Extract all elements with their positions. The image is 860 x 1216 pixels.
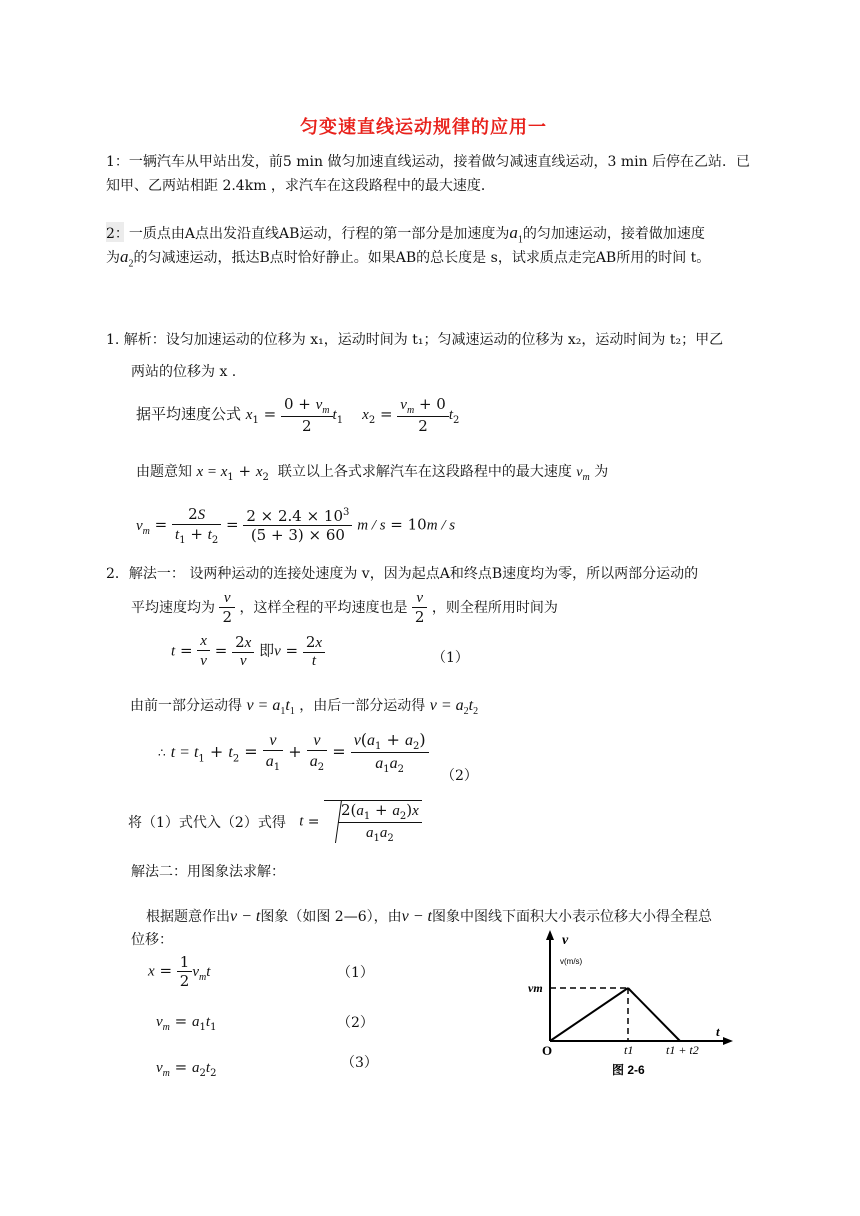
displacement-formula: x = $\frac{1}{2}$ $v_mt$ — [148, 953, 211, 990]
problem-2-text-a: 2：一质点由A点出发沿直线AB运动，行程的第一部分是加速度为 — [106, 226, 510, 242]
graph-explanation-line-2: 位移： — [131, 932, 173, 948]
vm-label: vm — [528, 981, 543, 995]
front-part-text: 由前一部分运动得 — [130, 698, 242, 714]
y-axis-arrow — [546, 930, 554, 940]
known-label: 由题意知 — [136, 464, 192, 480]
vm-a1t1-formula: $v_m = a_1t_1$ — [156, 1012, 217, 1033]
known-formula: 由题意知 $x = x_1 + x_2$ 联立以上各式求解汽车在这段路程中的最大速度 $v_m$ 为 — [136, 462, 609, 483]
method-2-heading: 解法二：用图象法求解： — [131, 864, 285, 880]
solution-2-line-2: 平均速度均为 $\frac{v}{2}$ ，这样全程的平均速度也是 $\frac{v}{2}$ ，则全程所用时间为 — [131, 590, 558, 626]
vt-graph — [520, 926, 735, 1091]
graph-explanation-line-1: 根据题意作出v − t图象（如图 2—6），由v − t图象中图线下面积大小表示位移大小得全程总 — [146, 908, 712, 925]
symbol-a2: $a_2$ — [120, 247, 134, 270]
y-axis-label: v — [562, 933, 569, 948]
figure-caption: 图 2-6 — [612, 1063, 645, 1077]
problem-2-text-d: 的匀减速运动，抵达B点时恰好静止。如果AB的总长度是 s，试求质点走完AB所用的时间 t。 — [133, 250, 711, 266]
eq-number-1: （1） — [432, 650, 469, 666]
t-axis-label: t — [716, 1024, 720, 1039]
solution-1-line-2: 两站的位移为 x . — [131, 364, 237, 380]
eq-number-2: （2） — [441, 768, 478, 784]
graph-text-a: 根据题意作出 — [146, 909, 230, 925]
total-time-text: ，则全程所用时间为 — [431, 600, 558, 616]
avg-velocity-label: 据平均速度公式 — [136, 405, 242, 423]
t1-plus-t2-label: t1 + t2 — [666, 1043, 699, 1057]
problem-2-text-c: 为 — [106, 250, 120, 266]
origin-label: O — [542, 1043, 553, 1058]
problem-1-line-2: 知甲、乙两站相距 2.4km ，求汽车在这段路程中的最大速度． — [106, 178, 495, 194]
t1-label: t1 — [624, 1043, 634, 1057]
avg-velocity-text: 平均速度均为 — [131, 600, 215, 616]
known-tail: 联立以上各式求解汽车在这段路程中的最大速度 — [277, 464, 572, 480]
eq-number-g3: （3） — [341, 1055, 378, 1071]
units-label: v(m/s) — [560, 957, 583, 966]
substitution-text: 将（1）式代入（2）式得 — [128, 815, 286, 831]
problem-2-line-1 — [106, 223, 705, 245]
eq-number-g2: （2） — [337, 1015, 374, 1031]
solution-2-line-1: 2．解法一： 设两种运动的连接处速度为 v，因为起点A和终点B速度均为零，所以两部分运动的 — [106, 566, 699, 582]
vm-result-formula: $v_m$ = $\frac{2S}{t_1 + t_2}$ = $\frac{2 \times 2.4 \times 10^3}{(5 + 3) \times 60}$ m / s = 10m / s — [136, 505, 456, 546]
graph-text-c: 图象中图线下面积大小表示位移大小得全程总 — [431, 909, 712, 925]
time-formula: t = $\frac{x}{v}$ = $\frac{2x}{v}$ 即v = $\frac{2x}{t}$ — [171, 633, 325, 670]
solution-1-line-1: 1. 解析：设匀加速运动的位移为 x₁，运动时间为 t₁；匀减速运动的位移为 x₂，运动时间为 t₂；甲乙 — [106, 332, 724, 348]
substitution-line: 将（1）式代入（2）式得 t = $\frac{2(a_1 + a_2)x}{a_1a_2}$ — [128, 800, 422, 844]
symbol-a1: $a_1$ — [509, 223, 523, 246]
eq-number-g1: （1） — [337, 965, 374, 981]
problem-1-line-1: 1：一辆汽车从甲站出发，前5 min 做匀加速直线运动，接着做匀减速直线运动，3 min 后停在乙站．已 — [106, 154, 751, 170]
avg-velocity-formula: 据平均速度公式 $x_1$ = $\frac{0 + v_m}{2}$ $t_1$ $x_2$ = $\frac{v_m + 0}{2}$ $t_2$ — [136, 395, 460, 435]
problem-2-line-2 — [106, 247, 710, 269]
back-part-text: ，由后一部分运动得 — [299, 698, 426, 714]
page-title: 匀变速直线运动规律的应用一 — [300, 117, 547, 138]
eq1-mid: 即 — [259, 641, 275, 660]
decel-line — [628, 988, 680, 1041]
known-end: 为 — [594, 464, 609, 480]
overall-avg-text: ，这样全程的平均速度也是 — [239, 600, 408, 616]
graph-text-b: 图象（如图 2—6），由 — [260, 909, 402, 925]
problem-2-text-b: 的匀加速运动，接着做加速度 — [522, 226, 705, 242]
time-sum-formula: ∴ $t = t_1 + t_2$ = $\frac{v}{a_1}$ + $\frac{v}{a_2}$ = $\frac{v(a_1 + a_2)}{a_1a_2}$ — [158, 730, 429, 775]
velocity-relations: 由前一部分运动得 $v = a_1t_1$ ，由后一部分运动得 $v = a_2t_2$ — [130, 697, 479, 718]
vm-a2t2-formula: $v_m = a_2t_2$ — [156, 1058, 217, 1079]
accel-line — [550, 988, 628, 1041]
x-axis-arrow — [723, 1037, 733, 1045]
